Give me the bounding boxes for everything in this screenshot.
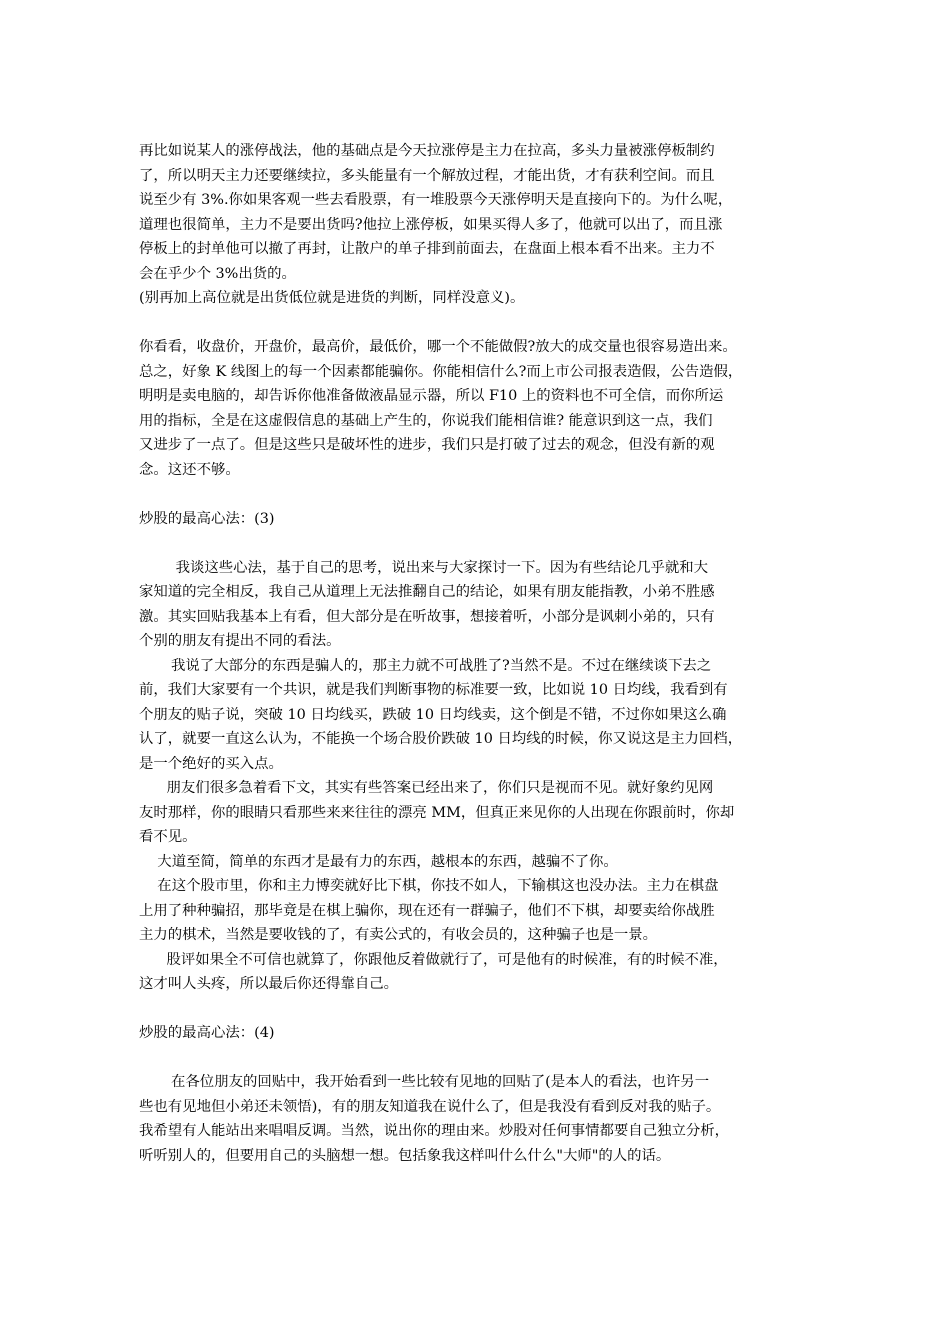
text-line: 我希望有人能站出来唱唱反调。当然，说出你的理由来。炒股对任何事情都要自己独立分析，: [139, 1123, 730, 1139]
text-line: 用的指标，全是在这虚假信息的基础上产生的，你说我们能相信谁? 能意识到这一点，我们: [139, 412, 713, 429]
text-line: 会在乎少个 3%出货的。: [139, 265, 296, 282]
text-line: 是一个绝好的买入点。: [139, 755, 283, 772]
text-line: 你看看，收盘价，开盘价，最高价，最低价，哪一个不能做假?放大的成交量也很容易造出来。: [139, 339, 737, 355]
paragraph-gap: [139, 531, 829, 556]
text-line: 又进步了一点了。但是这些只是破坏性的进步，我们只是打破了过去的观念，但没有新的观: [139, 437, 715, 453]
paragraph-gap: [139, 1046, 829, 1071]
text-line: 念。这还不够。: [139, 461, 240, 478]
heading-text: 炒股的最高心法：(3): [139, 510, 275, 527]
section-heading-3: [139, 507, 829, 532]
text-line: 明明是卖电脑的，却告诉你他准备做液晶显示器，所以 F10 上的资料也不可全信，而你所运: [139, 388, 724, 404]
section-heading-4: [139, 1021, 829, 1046]
text-line: 我谈这些心法，基于自己的思考，说出来与大家探讨一下。因为有些结论几乎就和大: [139, 559, 709, 576]
paragraph-gap: [139, 997, 829, 1022]
paragraph-gap: [139, 311, 829, 336]
text-line: 看不见。: [139, 829, 197, 845]
text-line: 总之，好象 K 线图上的每一个因素都能骗你。你能相信什么?而上市公司报表造假，公告造假，: [139, 363, 743, 380]
section-4-body: [139, 1070, 829, 1168]
text-line: 我说了大部分的东西是骗人的，那主力就不可战胜了?当然不是。不过在继续谈下去之: [139, 657, 712, 674]
text-line: 停板上的封单他可以撤了再封，让散户的单子排到前面去，在盘面上根本看不出来。主力不: [139, 241, 715, 257]
text-line: 激。其实回贴我基本上有看，但大部分是在听故事，想接着听，小部分是讽刺小弟的，只有: [139, 608, 715, 625]
heading-text: 炒股的最高心法：(4): [139, 1025, 275, 1041]
paragraph-limit-up-strategy: [139, 139, 829, 311]
text-line: 主力的棋术，当然是要收钱的了，有卖公式的，有收会员的，这种骗子也是一景。: [139, 927, 658, 943]
text-line: 这才叫人头疼，所以最后你还得靠自己。: [139, 976, 399, 992]
text-line: 说至少有 3%.你如果客观一些去看股票，有一堆股票今天涨停明天是直接向下的。为什么呢，: [139, 192, 733, 208]
text-line: 些也有见地但小弟还未领悟)，有的朋友知道我在说什么了，但是我没有看到反对我的贴子。: [139, 1098, 721, 1115]
text-line: 上用了种种骗招，那毕竟是在棋上骗你，现在还有一群骗子，他们不下棋，却要卖给你战胜: [139, 902, 715, 919]
text-line: 在这个股市里，你和主力博奕就好比下棋，你技不如人，下输棋这也没办法。主力在棋盘: [139, 878, 719, 894]
text-line: 听听别人的，但要用自己的头脑想一想。包括象我这样叫什么什么"大师"的人的话。: [139, 1147, 671, 1164]
text-line: 在各位朋友的回贴中，我开始看到一些比较有见地的回贴了(是本人的看法，也许另一: [139, 1074, 710, 1090]
text-line: 认了，就要一直这么认为，不能换一个场合股价跌破 10 日均线的时候，你又说这是主力回档，: [139, 731, 743, 747]
text-line: 个朋友的贴子说，突破 10 日均线买，跌破 10 日均线卖，这个倒是不错，不过你如果这么确: [139, 706, 727, 723]
text-line: 个别的朋友有提出不同的看法。: [139, 633, 341, 649]
text-line: 友时那样，你的眼睛只看那些来来往往的漂亮 MM，但真正来见你的人出现在你跟前时，你却: [139, 804, 735, 821]
paragraph-gap: [139, 482, 829, 507]
paragraph-price-deception: [139, 335, 829, 482]
text-line: 股评如果全不可信也就算了，你跟他反着做就行了，可是他有的时候准，有的时候不准，: [139, 951, 728, 968]
section-3-body: [139, 556, 829, 997]
text-line: 再比如说某人的涨停战法，他的基础点是今天拉涨停是主力在拉高，多头力量被涨停板制约: [139, 143, 715, 159]
text-line: 道理也很简单，主力不是要出货吗?他拉上涨停板，如果买得人多了，他就可以出了，而且涨: [139, 216, 723, 233]
text-line: (别再加上高位就是出货低位就是进货的判断，同样没意义)。: [139, 290, 525, 306]
text-line: 了，所以明天主力还要继续拉，多头能量有一个解放过程，才能出货，才有获利空间。而且: [139, 167, 715, 184]
text-line: 大道至简，简单的东西才是最有力的东西，越根本的东西，越骗不了你。: [139, 853, 618, 870]
document-page: [139, 139, 829, 1168]
text-line: 家知道的完全相反，我自己从道理上无法推翻自己的结论，如果有朋友能指教，小弟不胜感: [139, 584, 715, 600]
text-line: 朋友们很多急着看下文，其实有些答案已经出来了，你们只是视而不见。就好象约见网: [139, 780, 714, 796]
text-line: 前，我们大家要有一个共识，就是我们判断事物的标准要一致，比如说 10 日均线，我看到有: [139, 682, 728, 698]
